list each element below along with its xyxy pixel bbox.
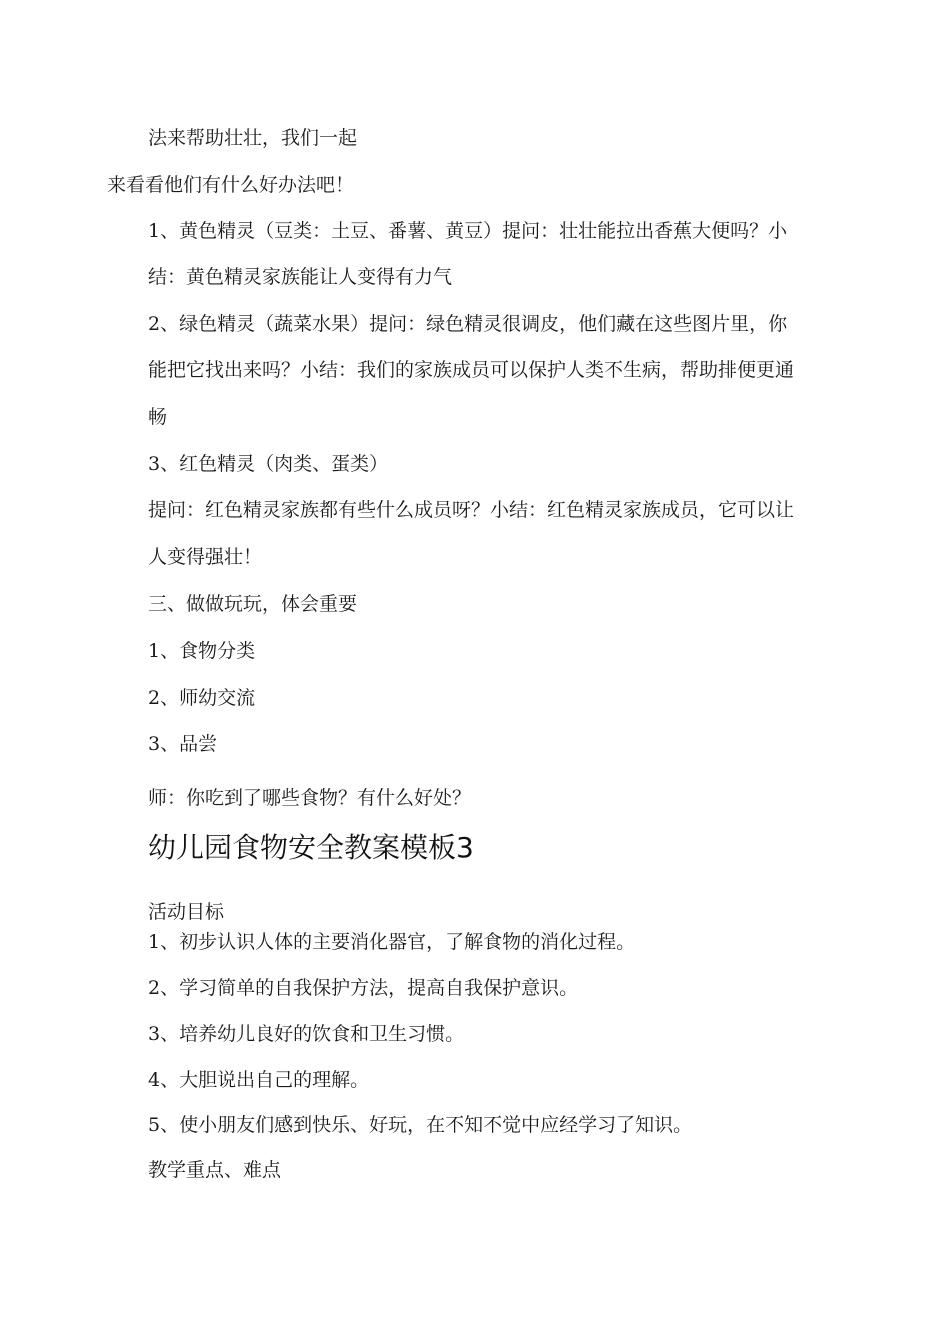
paragraph-line: 法来帮助壮壮，我们一起 [148,127,358,149]
paragraph-line: 畅 [148,406,168,428]
paragraph-line: 提问：红色精灵家族都有些什么成员呀？小结：红色精灵家族成员，它可以让 [148,499,795,521]
paragraph-line: 3、红色精灵（肉类、蛋类） [148,453,389,475]
paragraph-line: 1、黄色精灵（豆类：土豆、番薯、黄豆）提问：壮壮能拉出香蕉大便吗？小 [148,220,788,242]
list-item: 1、食物分类 [148,640,256,662]
section-subheading: 教学重点、难点 [148,1159,282,1181]
list-item: 4、大胆说出自己的理解。 [148,1069,370,1091]
list-item: 1、初步认识人体的主要消化器官，了解食物的消化过程。 [148,931,636,953]
paragraph-line: 师：你吃到了哪些食物？有什么好处？ [148,787,472,809]
paragraph-line: 2、绿色精灵（蔬菜水果）提问：绿色精灵很调皮，他们藏在这些图片里，你 [148,313,788,335]
list-item: 3、培养幼儿良好的饮食和卫生习惯。 [148,1023,465,1045]
paragraph-line: 人变得强壮！ [148,546,263,568]
list-item: 2、师幼交流 [148,687,256,709]
paragraph-line: 能把它找出来吗？小结：我们的家族成员可以保护人类不生病，帮助排便更通 [148,359,795,381]
document-title: 幼儿园食物安全教案模板3 [148,831,474,864]
section-subheading: 三、做做玩玩，体会重要 [148,593,358,615]
list-item: 2、学习简单的自我保护方法，提高自我保护意识。 [148,977,579,999]
list-item: 3、品尝 [148,733,218,755]
paragraph-line: 结：黄色精灵家族能让人变得有力气 [148,266,453,288]
paragraph-line: 来看看他们有什么好办法吧！ [107,174,355,196]
section-subheading: 活动目标 [148,901,225,923]
list-item: 5、使小朋友们感到快乐、好玩，在不知不觉中应经学习了知识。 [148,1114,693,1136]
